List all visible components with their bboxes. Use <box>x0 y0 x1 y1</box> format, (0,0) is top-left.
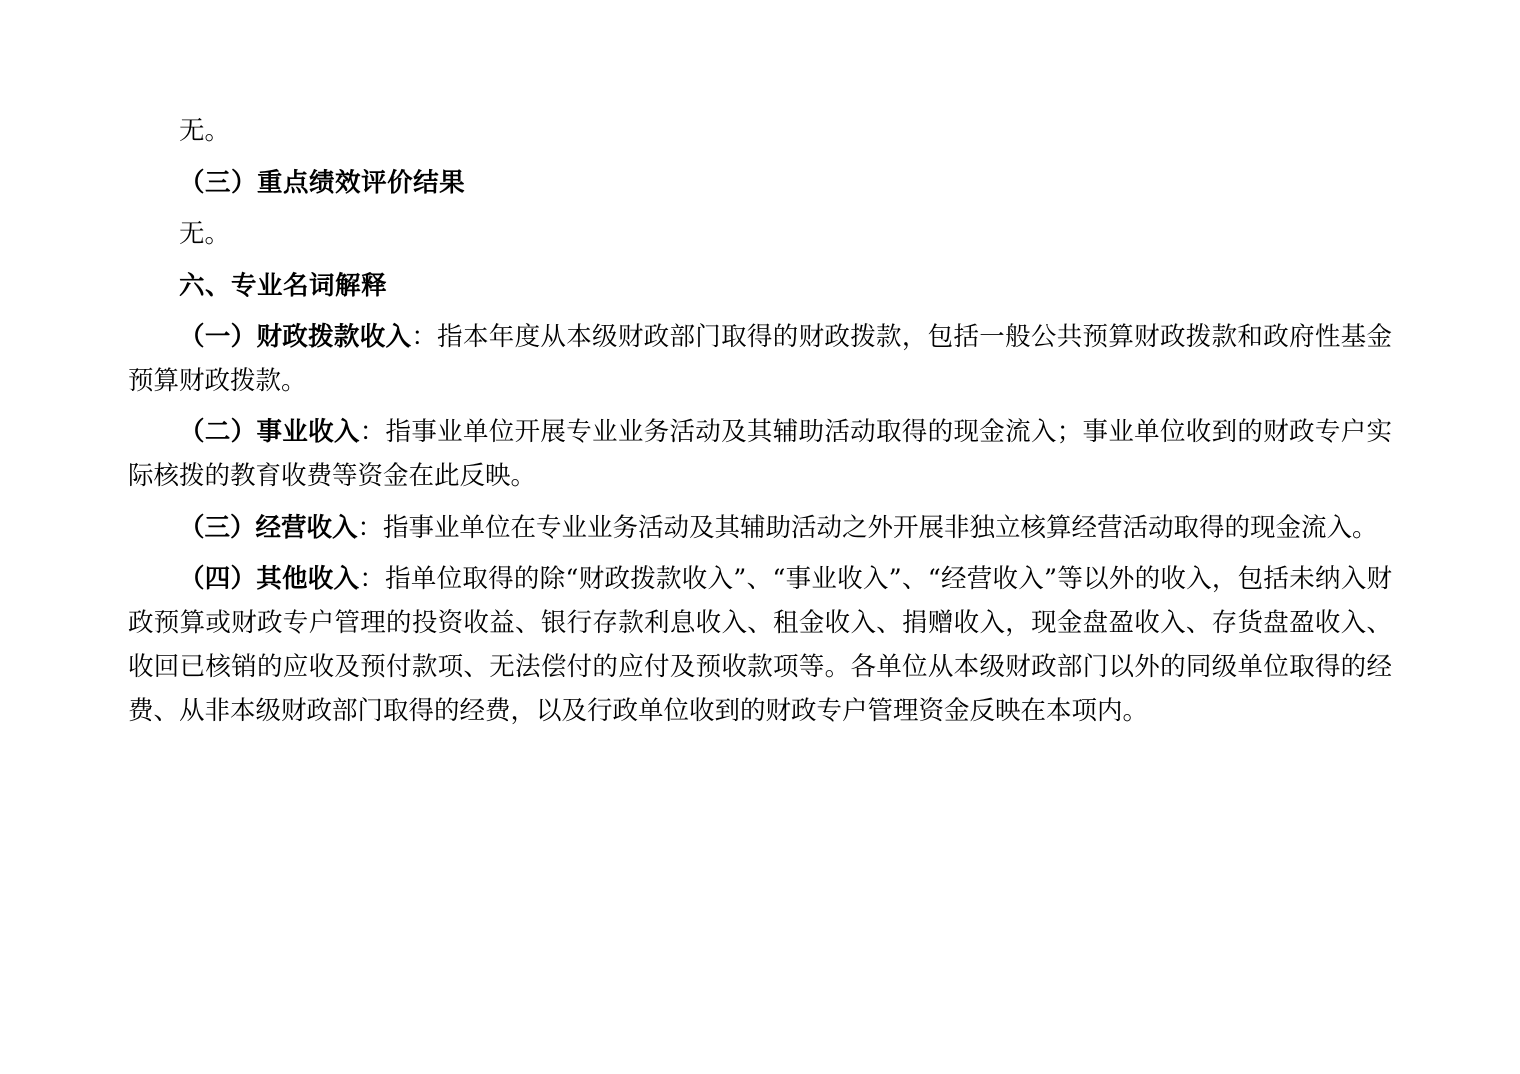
section-heading-terminology: 六、专业名词解释 <box>179 270 388 301</box>
term-label-other-income: （四）其他收入 <box>179 564 360 595</box>
term-paragraph-operating-income <box>128 507 1392 551</box>
term-text-other-income: ：指单位取得的除“财政拨款收入”、“事业收入”、“经营收入”等以外的收入，包括未纳入财政预算或财政专户管理的投资收益、银行存款利息收入、租金收入、捐赠收入，现金盘盈收入、存货盘盈收入、收回已核销的应收及预付款项、无法偿付的应付及预收款项等。各单位从本级财政部门以外的同级单位取得的经费、从非本级财政部门取得的经费，以及行政单位收到的财政专户管理资金反映在本项内。 <box>128 564 1392 726</box>
term-text-fiscal-appropriation-income: ：指本年度从本级财政部门取得的财政拨款，包括一般公共预算财政拨款和政府性基金预算财政拨款。 <box>128 322 1392 396</box>
document-body <box>128 110 1392 734</box>
term-label-business-income: （二）事业收入 <box>179 417 360 448</box>
paragraph-none-1: 无。 <box>179 116 231 146</box>
section-heading-key-performance-evaluation: （三）重点绩效评价结果 <box>179 167 466 198</box>
paragraph-none-2: 无。 <box>179 219 231 249</box>
term-paragraph-other-income <box>128 558 1392 733</box>
term-label-operating-income: （三）经营收入 <box>179 512 358 543</box>
term-text-operating-income: ：指事业单位在专业业务活动及其辅助活动之外开展非独立核算经营活动取得的现金流入。 <box>357 512 1378 543</box>
term-text-business-income: ：指事业单位开展专业业务活动及其辅助活动取得的现金流入；事业单位收到的财政专户实际核拨的教育收费等资金在此反映。 <box>128 417 1392 492</box>
term-paragraph-fiscal-appropriation-income <box>128 316 1392 404</box>
term-label-fiscal-appropriation-income: （一）财政拨款收入 <box>179 322 412 352</box>
term-paragraph-business-income <box>128 411 1392 499</box>
